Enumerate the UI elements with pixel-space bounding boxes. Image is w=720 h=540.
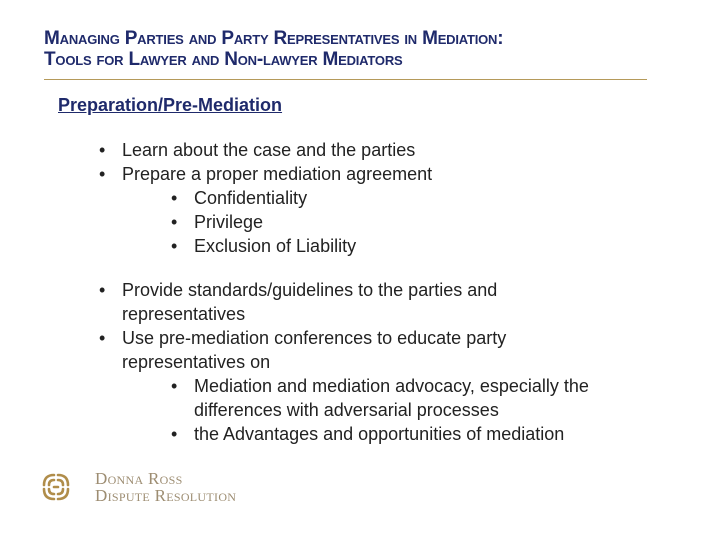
sub-bullet-exclusion-of-liability: Exclusion of Liability xyxy=(194,236,357,256)
bullet-pre-mediation-conferences-line-2: representatives on xyxy=(122,352,271,372)
bullet-provide-standards-line-2: representatives xyxy=(122,304,246,324)
bullet-pre-mediation-conferences-line-1: Use pre-mediation conferences to educate party xyxy=(122,328,507,348)
title-divider xyxy=(44,79,647,80)
sub-bullet-mediation-advocacy-line-1: Mediation and mediation advocacy, especially the xyxy=(194,376,589,396)
slide-title xyxy=(44,28,503,70)
sub-bullet-marker: • xyxy=(171,212,178,232)
bullet-marker: • xyxy=(99,280,106,300)
brand-name-line-2: Dispute Resolution xyxy=(95,486,237,505)
bullet-learn-about-case: Learn about the case and the parties xyxy=(122,140,416,160)
sub-bullet-marker: • xyxy=(171,376,178,396)
bullet-marker: • xyxy=(99,140,106,160)
slide-title-line-1: Managing Parties and Party Representatives in Mediation: xyxy=(44,28,504,49)
sub-bullet-privilege: Privilege xyxy=(194,212,264,232)
brand-name-line-1: Donna Ross xyxy=(95,469,183,488)
bullet-prepare-agreement: Prepare a proper mediation agreement xyxy=(122,164,433,184)
sub-bullet-marker: • xyxy=(171,424,178,444)
sub-bullet-confidentiality: Confidentiality xyxy=(194,188,308,208)
section-heading: Preparation/Pre-Mediation xyxy=(58,95,283,115)
sub-bullet-marker: • xyxy=(171,236,178,256)
slide-title-line-2: Tools for Lawyer and Non-lawyer Mediators xyxy=(44,49,403,70)
brand-wordmark xyxy=(95,470,236,504)
bullet-provide-standards-line-1: Provide standards/guidelines to the parties and xyxy=(122,280,498,300)
bullet-marker: • xyxy=(99,328,106,348)
donna-ross-logo-icon xyxy=(40,471,72,508)
sub-bullet-mediation-advocacy-line-2: differences with adversarial processes xyxy=(194,400,499,420)
bullet-marker: • xyxy=(99,164,106,184)
sub-bullet-advantages: the Advantages and opportunities of mediation xyxy=(194,424,565,444)
sub-bullet-marker: • xyxy=(171,188,178,208)
